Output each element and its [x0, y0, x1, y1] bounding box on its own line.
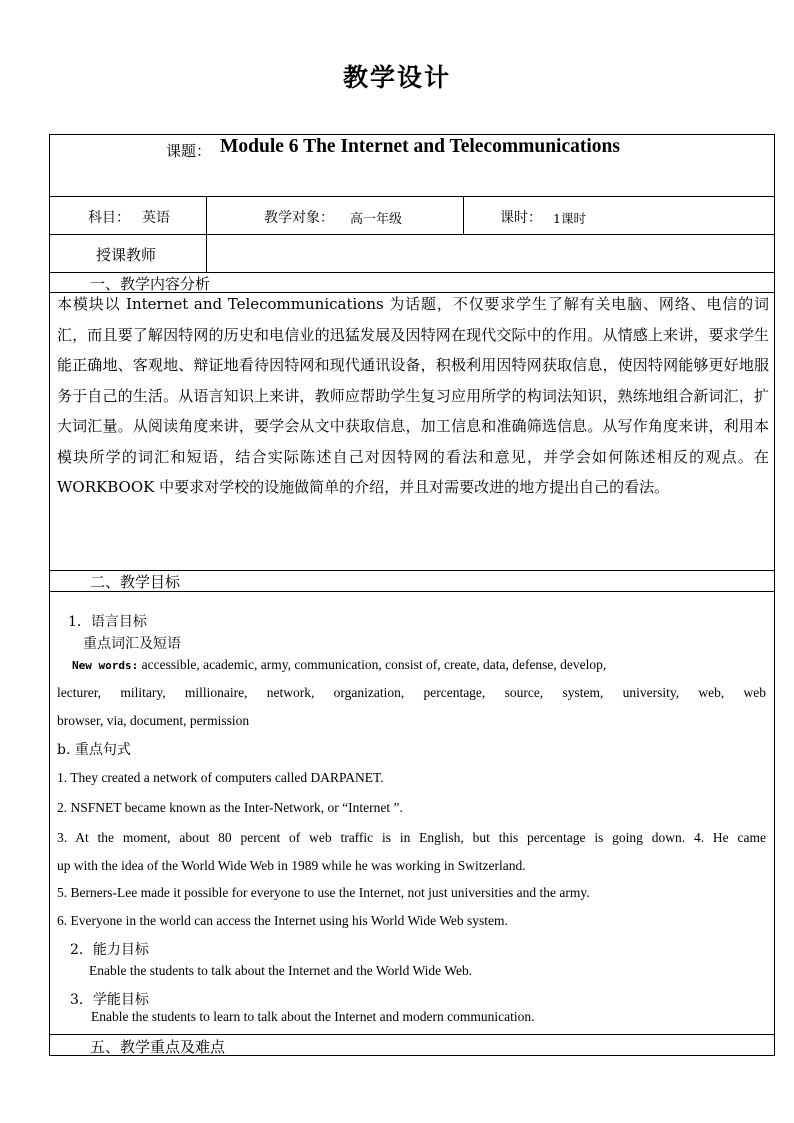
teacher-label: 授课教师 [96, 246, 157, 264]
goal3-text: Enable the students to learn to talk about the Internet and modern communication. [91, 1009, 535, 1024]
new-words-line [72, 657, 766, 673]
divider [50, 1034, 774, 1035]
target-label: 教学对象： [264, 210, 334, 226]
course-row [50, 135, 774, 196]
words-line-3: browser, via, document, permission [57, 713, 250, 728]
divider [50, 196, 774, 197]
sentence-3a: 3. At the moment, about 80 percent of web traffic is in English, but this percentage is going down. 4. He came [57, 830, 766, 845]
lesson-plan-table [49, 134, 775, 1056]
subject-label: 科目： [88, 210, 130, 226]
sentences-title: b. 重点句式 [57, 742, 131, 758]
divider [50, 591, 774, 592]
goal1-subtitle: 重点词汇及短语 [83, 636, 181, 652]
page-title: 教学设计 [342, 63, 451, 92]
sentence-2: 2. NSFNET became known as the Inter-Network, or “Internet ”. [57, 800, 403, 815]
sentence-6: 6. Everyone in the world can access the Internet using his World Wide Web system. [57, 913, 508, 928]
goal3-title: 3．学能目标 [70, 992, 149, 1008]
words-line-2: lecturer, military, millionaire, network, organization, percentage, source, system, university, web, web [57, 685, 766, 700]
divider [50, 234, 774, 235]
target-value: 高一年级 [350, 212, 403, 227]
section1-heading: 一、教学内容分析 [90, 275, 211, 293]
sentence-1: 1. They created a network of computers called DARPANET. [57, 770, 384, 785]
content-analysis-paragraph: 本模块以 Internet and Telecommunications 为话题，不仅要求学生了解有关电脑、网络、电信的词汇，而且要了解因特网的历史和电信业的迅猛发展及因特网在现代交际中的作用。从情感上来讲，要求学生能正确地、客观地、辩证地看待因特网和现代通讯设备，积极利用因特网获取信息，使因特网能够更好地服务于自己的生活。从语言知识上来讲，教师应帮助学生复习应用所学的构词法知识，熟练地组合新词汇，扩大词汇量。从阅读角度来讲，要学会从文中获取信息，加工信息和准确筛选信息。从写作角度来讲，利用本模块所学的词汇和短语，结合实际陈述自己对因特网的看法和意见，并学会如何陈述相反的观点。在 WORKBOOK 中要求对学校的设施做简单的介绍，并且对需要改进的地方提出自己的看法。 [57, 295, 769, 496]
section5-heading: 五、教学重点及难点 [90, 1038, 226, 1056]
hours-label: 课时： [500, 210, 542, 226]
hours-value: 1课时 [553, 211, 586, 226]
words-line-1: accessible, academic, army, communication, consist of, create, data, defense, develop, [141, 657, 607, 672]
goal1-title: 1．语言目标 [68, 614, 147, 630]
subject-value: 英语 [142, 210, 170, 226]
course-label: 课题： [166, 142, 212, 160]
goal2-title: 2．能力目标 [70, 942, 149, 958]
new-words-label: New words: [72, 659, 139, 672]
goal2-text: Enable the students to talk about the Internet and the World Wide Web. [89, 963, 473, 978]
sentence-3b: up with the idea of the World Wide Web in 1989 while he was working in Switzerland. [57, 858, 526, 873]
course-title: Module 6 The Internet and Telecommunications [220, 136, 620, 157]
divider [463, 196, 464, 234]
sentence-5: 5. Berners-Lee made it possible for everyone to use the Internet, not just universities and the army. [57, 885, 590, 900]
section2-heading: 二、教学目标 [90, 573, 181, 591]
